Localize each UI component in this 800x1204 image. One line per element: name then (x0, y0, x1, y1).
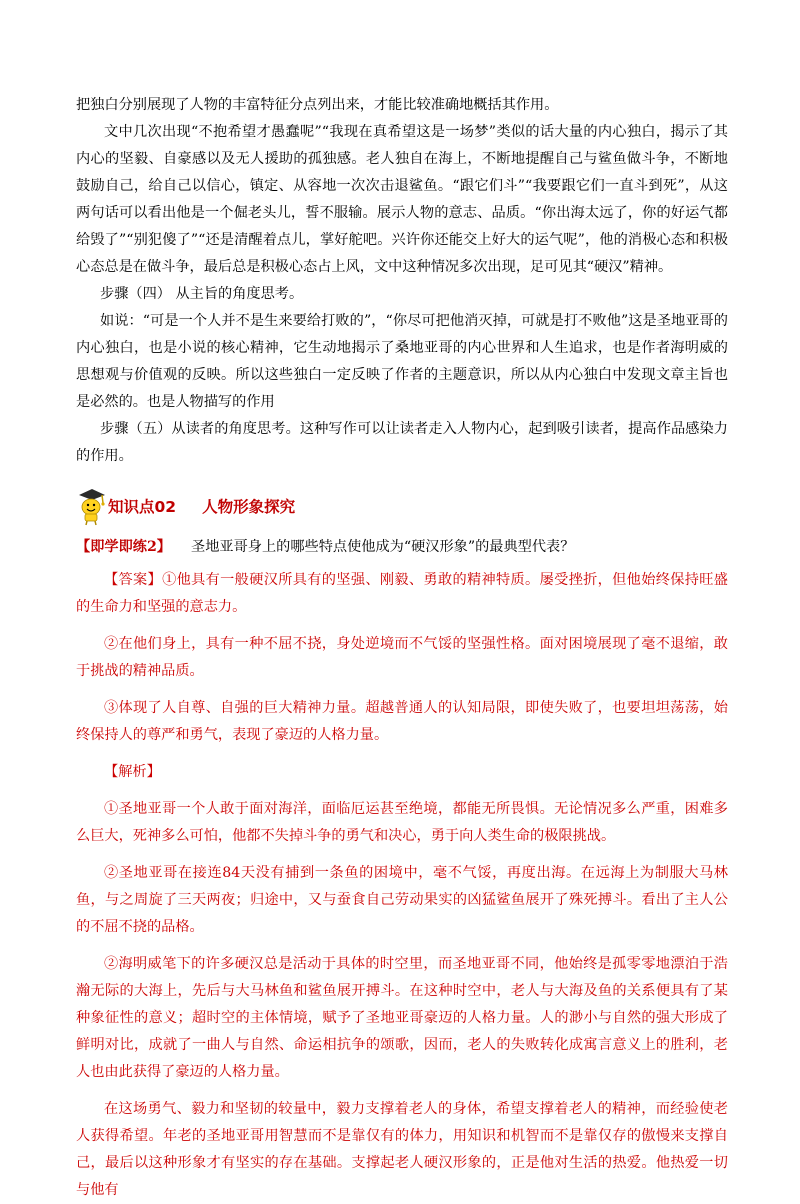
paragraph-continued: 把独白分别展现了人物的丰富特征分点列出来，才能比较准确地概括其作用。 (76, 97, 559, 113)
analysis-paragraph: 在这场勇气、毅力和坚韧的较量中，毅力支撑着老人的身体，希望支撑着老人的精神，而经验使老人获得希望。年老的圣地亚哥用智慧而不是靠仅有的体力，用知识和机智而不是靠仅存的傲慢来支撑自己，最后以这种形象才有坚实的存在基础。支撑起老人硬汉形象的，正是他对生活的热爱。他热爱一切与他有 (76, 1101, 728, 1198)
paragraph-monologue-analysis: 文中几次出现“不抱希望才愚蠢呢”“我现在真希望这是一场梦”类似的话大量的内心独白，揭示了其内心的坚毅、自豪感以及无人援助的孤独感。老人独自在海上，不断地提醒自己与鲨鱼做斗争，不断地鼓励自己，给自己以信心，镇定、从容地一次次击退鲨鱼。“跟它们斗”“我要跟它们一直斗到死”，从这两句话可以看出他是一个倔老头儿，誓不服输。展示人物的意志、品质。“你出海太远了，你的好运气都给毁了”“别犯傻了”“还是清醒着点儿，掌好舵吧。兴许你还能交上好大的运气呢”，他的消极心态和积极心态总是在做斗争，最后总是积极心态占上风，文中这种情况多次出现，足可见其“硬汉”精神。 (76, 124, 728, 275)
question-label: 【即学即练2】 (76, 539, 171, 555)
section-title: 人物形象探究 (202, 498, 296, 516)
section-heading (76, 484, 728, 528)
paragraph-theme-example: 如说：“可是一个人并不是生来要给打败的”，“你尽可把他消灭掉，可就是打不败他”这是圣地亚哥的内心独白，也是小说的核心精神，它生动地揭示了桑地亚哥的内心世界和人生追求，也是作者海明威的思想观与价值观的反映。所以这些独白一定反映了作者的主题意识，所以从内心独白中发现文章主旨也是必然的。也是人物描写的作用 (76, 313, 728, 410)
answer-paragraph: ②在他们身上，具有一种不屈不挠，身处逆境而不气馁的坚强性格。面对困境展现了毫不退缩，敢于挑战的精神品质。 (76, 636, 728, 679)
answer-paragraph: ③体现了人自尊、自强的巨大精神力量。超越普通人的认知局限，即使失败了，也要坦坦荡荡，始终保持人的尊严和勇气，表现了豪迈的人格力量。 (76, 700, 728, 743)
question-text: 圣地亚哥身上的哪些特点使他成为“硬汉形象”的最典型代表？ (191, 539, 575, 555)
answer-block (76, 567, 728, 1204)
section-label: 知识点02 (108, 498, 177, 516)
graduate-cartoon-icon (76, 486, 106, 526)
practice-question (76, 534, 728, 561)
document-page (76, 92, 728, 1204)
analysis-label: 【解析】 (104, 764, 161, 780)
answer-paragraph: 【答案】①他具有一般硬汉所具有的坚强、刚毅、勇敢的精神特质。屡受挫折，但他始终保持旺盛的生命力和坚强的意志力。 (76, 572, 728, 615)
analysis-paragraph: ②海明威笔下的许多硬汉总是活动于具体的时空里，而圣地亚哥不同，他始终是孤零零地漂泊于浩瀚无际的大海上，先后与大马林鱼和鲨鱼展开搏斗。在这种时空中，老人与大海及鱼的关系便具有了某种象征性的意义；超时空的主体情境，赋予了圣地亚哥豪迈的人格力量。人的渺小与自然的强大形成了鲜明对比，成就了一曲人与自然、命运相抗争的颂歌，因而，老人的失败转化成寓言意义上的胜利，老人也由此获得了豪迈的人格力量。 (76, 956, 728, 1080)
paragraph-step-5: 步骤（五）从读者的角度思考。这种写作可以让读者走入人物内心，起到吸引读者，提高作品感染力的作用。 (76, 421, 728, 464)
analysis-paragraph: ①圣地亚哥一个人敢于面对海洋，面临厄运甚至绝境，都能无所畏惧。无论情况多么严重，困难多么巨大，死神多么可怕，他都不失掉斗争的勇气和决心，勇于向人类生命的极限挑战。 (76, 801, 728, 844)
paragraph-step-4: 步骤（四） 从主旨的角度思考。 (100, 286, 304, 302)
analysis-paragraph: ②圣地亚哥在接连84天没有捕到一条鱼的困境中，毫不气馁，再度出海。在远海上为制服大马林鱼，与之周旋了三天两夜；归途中，又与蚕食自己劳动果实的凶猛鲨鱼展开了殊死搏斗。看出了主人公的不屈不挠的品格。 (76, 865, 728, 935)
